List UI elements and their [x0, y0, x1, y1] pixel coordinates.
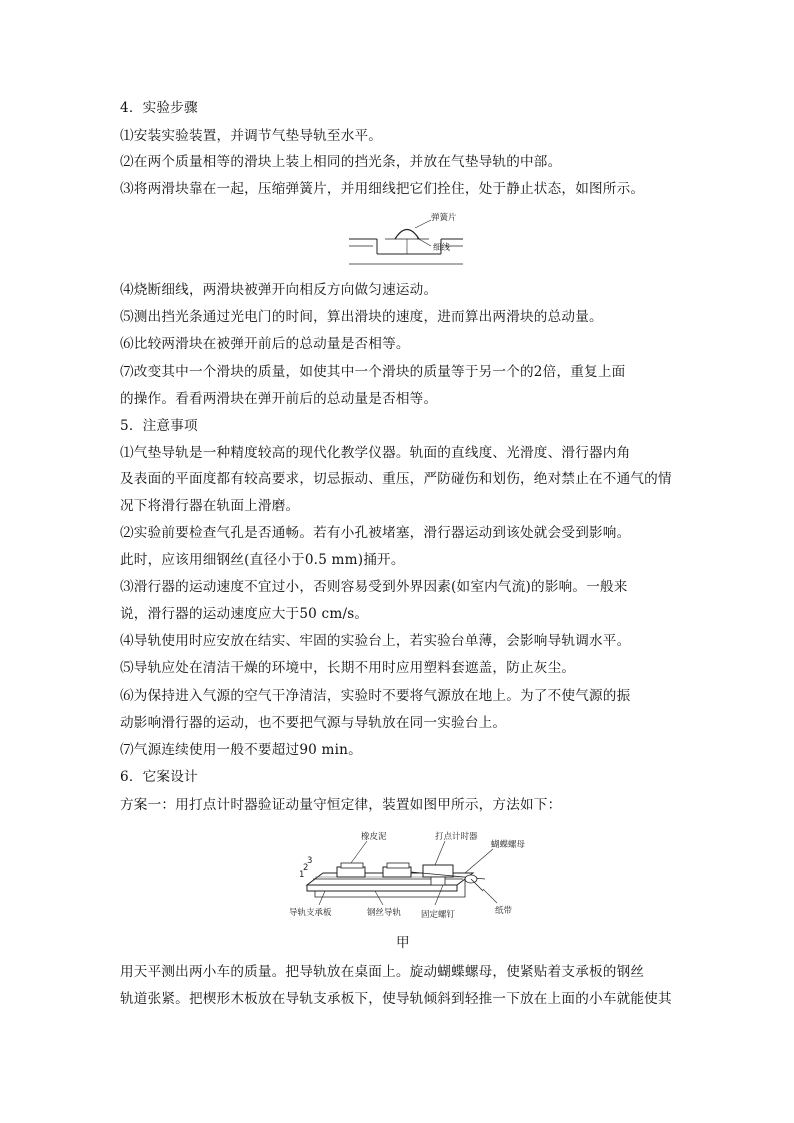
- label-rail: 钢丝导轨: [367, 908, 402, 918]
- step-4: ⑷烧断细线，两滑块被弹开向相反方向做匀速运动。: [120, 282, 438, 298]
- note-2-line-2: 此时，应该用细钢丝(直径小于0.5 mm)捅开。: [120, 552, 405, 568]
- figure-caption: 甲: [396, 935, 410, 951]
- label-n3: 3: [307, 856, 313, 866]
- note-5: ⑸导轨应处在清洁干燥的环境中，长期不用时应用塑料套遮盖，防止灰尘。: [120, 660, 576, 676]
- note-2-line-1: ⑵实验前要检查气孔是否通畅。若有小孔被堵塞，滑行器运动到该处就会受到影响。: [120, 525, 631, 541]
- step-7-line-1: ⑺改变其中一个滑块的质量，如使其中一个滑块的质量等于另一个的2倍，重复上面: [120, 364, 626, 380]
- label-thread: 细线: [433, 243, 451, 253]
- section-4-heading: 4．实验步骤: [120, 100, 198, 116]
- step-6: ⑹比较两滑块在被弹开前后的总动量是否相等。: [120, 336, 410, 352]
- note-3-line-2: 说，滑行器的运动速度应大于50 cm/s。: [120, 606, 369, 622]
- label-n1: 1: [299, 870, 305, 880]
- note-1-line-1: ⑴气垫导轨是一种精度较高的现代化教学仪器。轨面的直线度、光滑度、滑行器内角: [120, 445, 631, 461]
- step-2: ⑵在两个质量相等的滑块上装上相同的挡光条，并放在气垫导轨的中部。: [120, 154, 562, 170]
- step-3: ⑶将两滑块靠在一起，压缩弹簧片，并用细线把它们拴住，处于静止状态，如图所示。: [120, 181, 645, 197]
- step-1: ⑴安装实验装置，并调节气垫导轨至水平。: [120, 128, 383, 144]
- procedure-line-1: 用天平测出两小车的质量。把导轨放在桌面上。旋动蝴蝶螺母，使紧贴着支承板的钢丝: [120, 964, 645, 980]
- timer-track-figure: [285, 827, 545, 925]
- label-clay: 橡皮泥: [361, 832, 387, 842]
- note-1-line-3: 况下将滑行器在轨面上滑磨。: [120, 498, 300, 514]
- label-plate: 导轨支承板: [289, 908, 332, 918]
- note-1-line-2: 及表面的平面度都有较高要求，切忌振动、重压，严防碰伤和划伤，绝对禁止在不通气的情: [120, 471, 672, 487]
- step-5: ⑸测出挡光条通过光电门的时间，算出滑块的速度，进而算出两滑块的总动量。: [120, 309, 603, 325]
- label-wingnut: 蝴蝶螺母: [491, 840, 526, 850]
- slider-spring-figure: [345, 206, 465, 272]
- note-6-line-2: 动影响滑行器的运动，也不要把气源与导轨放在同一实验台上。: [120, 715, 507, 731]
- procedure-line-2: 轨道张紧。把楔形木板放在导轨支承板下，使导轨倾斜到轻推一下放在上面的小车就能使其: [120, 991, 672, 1007]
- label-screw: 固定螺钉: [421, 910, 456, 920]
- step-7-line-2: 的操作。看看两滑块在弹开前后的总动量是否相等。: [120, 391, 438, 407]
- label-spring: 弹簧片: [431, 213, 457, 223]
- label-n2: 2: [303, 863, 309, 873]
- note-7: ⑺气源连续使用一般不要超过90 min。: [120, 742, 362, 758]
- section-6-heading: 6．它案设计: [120, 769, 198, 785]
- section-5-heading: 5．注意事项: [120, 418, 198, 434]
- note-3-line-1: ⑶滑行器的运动速度不宜过小，否则容易受到外界因素(如室内气流)的影响。一般来: [120, 579, 628, 595]
- label-tape: 纸带: [495, 906, 513, 916]
- label-timer: 打点计时器: [435, 832, 478, 842]
- plan-1-text: 方案一：用打点计时器验证动量守恒定律，装置如图甲所示，方法如下：: [120, 797, 562, 813]
- note-4: ⑷导轨使用时应安放在结实、牢固的实验台上，若实验台单薄，会影响导轨调水平。: [120, 633, 631, 649]
- note-6-line-1: ⑹为保持进入气源的空气干净清洁，实验时不要将气源放在地上。为了不使气源的振: [120, 688, 631, 704]
